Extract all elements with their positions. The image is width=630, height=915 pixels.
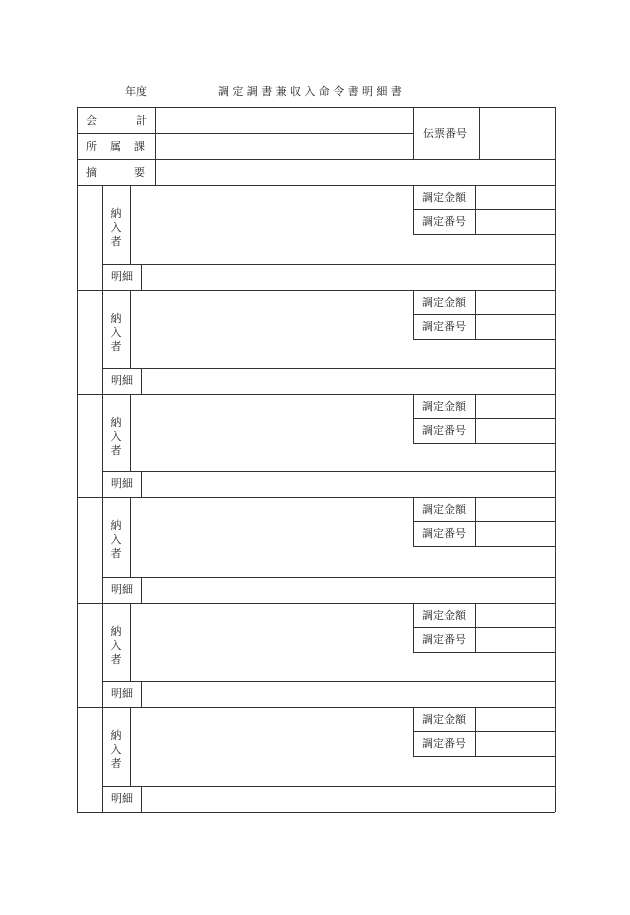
form-rule-h — [413, 731, 555, 732]
assessed-number-field[interactable] — [476, 420, 554, 442]
accounting-label-2: 計 — [136, 114, 147, 127]
form-rule-h — [413, 443, 555, 444]
form-rule-v — [155, 107, 156, 185]
payer-label — [109, 312, 123, 354]
payer-label — [109, 519, 123, 561]
summary-label-1: 摘 — [86, 166, 97, 179]
payer-field[interactable] — [131, 395, 412, 470]
payer-label-char: 納 — [110, 416, 122, 429]
assessed-amount-label: 調定金額 — [422, 191, 466, 204]
form-rule-h — [413, 209, 555, 210]
form-rule-h — [77, 159, 555, 160]
department-label-2: 属 — [110, 140, 121, 153]
detail-label: 明細 — [111, 270, 133, 283]
form-rule-h — [77, 812, 555, 813]
detail-label: 明細 — [111, 792, 133, 805]
payer-label-char: 入 — [110, 221, 122, 234]
accounting-label-1: 会 — [86, 114, 97, 127]
assessed-amount-label: 調定金額 — [422, 609, 466, 622]
payer-label-char: 入 — [110, 639, 122, 652]
payer-label-char: 納 — [110, 207, 122, 220]
payer-field[interactable] — [131, 604, 412, 680]
form-rule-h — [413, 234, 555, 235]
form-title: 調定調書兼収入命令書明細書 — [218, 85, 406, 98]
payer-label-char: 納 — [110, 625, 122, 638]
detail-field[interactable] — [142, 787, 554, 811]
assessed-amount-field[interactable] — [476, 291, 554, 313]
form-rule-v — [102, 497, 103, 603]
slip-number-label: 伝票番号 — [423, 127, 467, 140]
payer-label-char: 者 — [110, 340, 122, 353]
assessed-number-field[interactable] — [476, 733, 554, 755]
summary-label-2: 要 — [134, 166, 145, 179]
assessed-amount-field[interactable] — [476, 186, 554, 208]
form-rule-h — [413, 339, 555, 340]
detail-field[interactable] — [142, 369, 554, 393]
assessed-number-label: 調定番号 — [422, 320, 466, 333]
assessed-amount-label: 調定金額 — [422, 400, 466, 413]
detail-field[interactable] — [142, 682, 554, 706]
assessed-number-field[interactable] — [476, 629, 554, 651]
payer-label-char: 納 — [110, 519, 122, 532]
payer-label — [109, 729, 123, 771]
assessed-number-field[interactable] — [476, 523, 554, 545]
payer-label-char: 納 — [110, 312, 122, 325]
form-rule-h — [413, 627, 555, 628]
payer-label-char: 入 — [110, 533, 122, 546]
assessed-amount-field[interactable] — [476, 604, 554, 626]
department-value-field[interactable] — [156, 136, 412, 158]
assessed-amount-label: 調定金額 — [422, 713, 466, 726]
detail-label: 明細 — [111, 687, 133, 700]
form-rule-h — [413, 652, 555, 653]
form-rule-v — [102, 707, 103, 812]
form-rule-h — [413, 314, 555, 315]
assessed-amount-field[interactable] — [476, 395, 554, 417]
assessed-amount-field[interactable] — [476, 498, 554, 520]
payer-label-char: 者 — [110, 653, 122, 666]
form-rule-v — [102, 185, 103, 290]
payer-label-char: 者 — [110, 235, 122, 248]
assessed-number-label: 調定番号 — [422, 737, 466, 750]
accounting-value-field[interactable] — [156, 110, 412, 132]
detail-field[interactable] — [142, 265, 554, 289]
payer-label — [109, 625, 123, 667]
assessed-amount-label: 調定金額 — [422, 503, 466, 516]
payer-field[interactable] — [131, 291, 412, 367]
detail-field[interactable] — [142, 472, 554, 496]
form-rule-v — [102, 603, 103, 707]
fiscal-year-label: 年度 — [125, 85, 147, 98]
assessed-number-field[interactable] — [476, 211, 554, 233]
form-rule-v — [555, 107, 556, 812]
form-rule-h — [413, 756, 555, 757]
assessed-number-field[interactable] — [476, 316, 554, 338]
detail-label: 明細 — [111, 477, 133, 490]
payer-label-char: 入 — [110, 430, 122, 443]
assessed-number-label: 調定番号 — [422, 424, 466, 437]
form-rule-h — [77, 133, 413, 134]
payer-label-char: 入 — [110, 326, 122, 339]
detail-label: 明細 — [111, 583, 133, 596]
assessed-number-label: 調定番号 — [422, 633, 466, 646]
department-label-3: 課 — [134, 140, 145, 153]
payer-label-char: 納 — [110, 729, 122, 742]
form-rule-v — [102, 290, 103, 394]
detail-field[interactable] — [142, 578, 554, 602]
detail-label: 明細 — [111, 374, 133, 387]
payer-label — [109, 416, 123, 458]
form-rule-h — [77, 107, 555, 108]
payer-field[interactable] — [131, 708, 412, 785]
form-rule-h — [413, 521, 555, 522]
form-rule-v — [413, 107, 414, 159]
payer-label-char: 者 — [110, 547, 122, 560]
assessed-amount-field[interactable] — [476, 708, 554, 730]
payer-label-char: 者 — [110, 444, 122, 457]
payer-field[interactable] — [131, 186, 412, 263]
department-label-1: 所 — [86, 140, 97, 153]
form-rule-v — [479, 107, 480, 159]
slip-number-value-field[interactable] — [479, 110, 555, 158]
form-rule-v — [102, 394, 103, 497]
summary-value-field[interactable] — [156, 162, 554, 184]
assessed-amount-label: 調定金額 — [422, 296, 466, 309]
form-rule-h — [413, 418, 555, 419]
assessed-number-label: 調定番号 — [422, 215, 466, 228]
payer-label-char: 者 — [110, 757, 122, 770]
payer-label — [109, 207, 123, 249]
payer-label-char: 入 — [110, 743, 122, 756]
payer-field[interactable] — [131, 498, 412, 576]
assessed-number-label: 調定番号 — [422, 527, 466, 540]
form-rule-h — [413, 546, 555, 547]
